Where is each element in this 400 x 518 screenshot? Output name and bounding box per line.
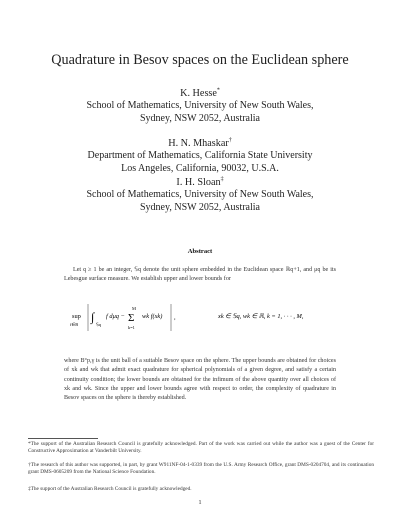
svg-text:,: , (174, 314, 176, 321)
formula-summand: wk f(xk) (142, 313, 163, 320)
author-affiliation-line: Department of Mathematics, California State University (87, 150, 313, 161)
page-number: 1 (198, 499, 202, 506)
footnote-1: *The support of the Australian Research Council is gratefully acknowledged. Part of the work was carried out while the author was a guest of the Center for Constructive Approximation at Vanderbilt University. (28, 441, 374, 454)
author-affiliation-line: Sydney, NSW 2052, Australia (140, 112, 260, 124)
formula-sup-sub: f∈B (70, 322, 79, 327)
author-name: I. H. Sloan (176, 177, 221, 188)
abstract-paragraph-2: where B°p,γ is the unit ball of a suitable Besov space on the sphere. The upper bounds are obtained for choices of xk and wk that admit exact quadrature for spherical polynomials of a given degree, and satisfy a certain continuity condition; the lower bounds are obtained for the infimum of the above quantity over all choices of xk and wk. Since the upper and lower bounds agree with respect to order, the complexity of quadrature in Besov spaces on the sphere is thereby established. (64, 358, 336, 402)
display-formula (70, 298, 340, 340)
author-block-mhaskar (0, 137, 400, 175)
footnote-2: †The research of this author was supported, in part, by grant W911NF-04-1-0339 from the U.S. Army Research Office, grant DMS-0204704, and its continuation grant DMS-0605209 from the National Science Foundation. (28, 462, 374, 475)
footnote-mark: * (216, 87, 220, 94)
author-affiliation-line: Sydney, NSW 2052, Australia (140, 201, 260, 213)
paper-title: Quadrature in Besov spaces on the Euclidean sphere (51, 52, 349, 68)
author-affiliation-line: School of Mathematics, University of New South Wales, (86, 189, 314, 200)
abstract-paragraph-1: Let q ≥ 1 be an integer, 𝕊q denote the unit sphere embedded in the Euclidean space ℝq+1, and μq be its Lebesgue surface measure. We establish upper and lower bounds for (64, 267, 336, 283)
formula-conditions: xk ∈ 𝕊q, wk ∈ ℝ, k = 1, · · · , M, (218, 313, 304, 320)
footnote-mark: ‡ (220, 176, 224, 183)
author-block-hesse (0, 87, 400, 125)
formula-sum: Σ (128, 312, 135, 324)
author-affiliation-line: Los Angeles, California, 90032, U.S.A. (121, 162, 279, 174)
author-block-sloan (0, 176, 400, 214)
formula-integral: ∫ (91, 310, 95, 324)
formula-integrand: f dμq − (106, 313, 125, 320)
author-affiliation-line: School of Mathematics, University of New South Wales, (86, 100, 314, 111)
abstract-heading: Abstract (187, 248, 213, 255)
formula-sum-top: M (132, 306, 136, 311)
formula-sum-bottom: k=1 (128, 325, 135, 330)
author-name: K. Hesse (180, 88, 217, 99)
formula-svg (70, 298, 340, 340)
footnote-3: ‡The support of the Australian Research Council is gratefully acknowledged. (28, 486, 192, 492)
footnote-rule (28, 438, 98, 439)
author-name: H. N. Mhaskar (168, 138, 229, 149)
footnote-mark: † (228, 137, 232, 144)
formula-int-sub: 𝕊q (96, 322, 101, 327)
formula-sup: sup (72, 313, 81, 320)
